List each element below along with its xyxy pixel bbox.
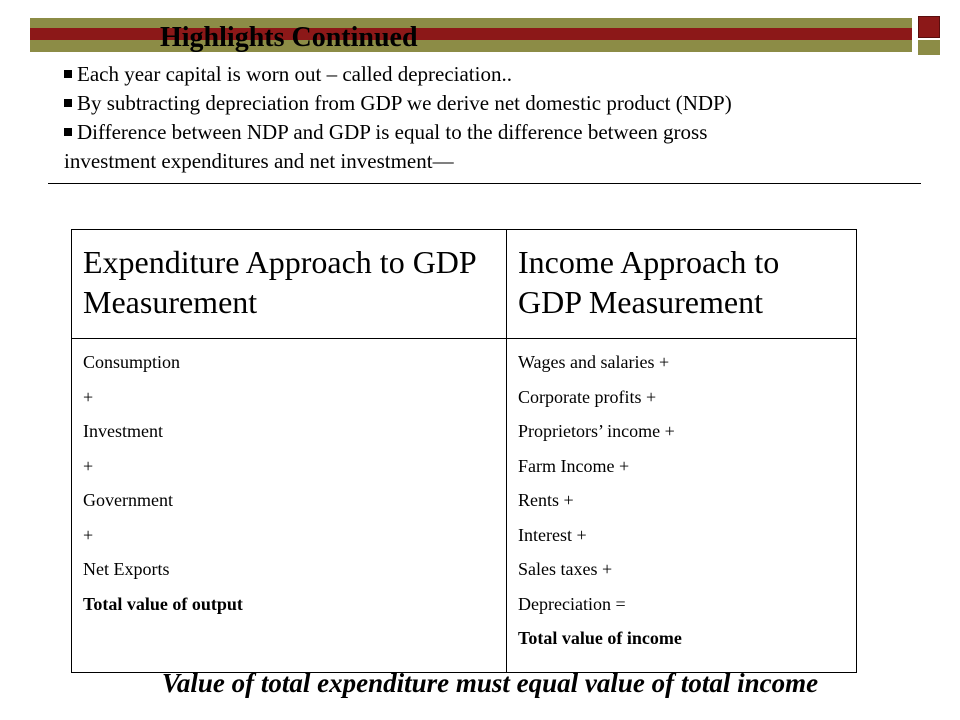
slide-title: Highlights Continued — [160, 22, 418, 53]
square-bullet-icon — [64, 70, 72, 78]
income-item: Corporate profits + — [518, 386, 657, 407]
bullet-item — [64, 60, 784, 89]
expenditure-total: Total value of output — [83, 593, 243, 614]
expenditure-item: Net Exports — [83, 559, 170, 579]
bullet-text: By subtracting depreciation from GDP we derive net domestic product (NDP) — [77, 91, 732, 115]
bullet-item — [64, 118, 784, 176]
expenditure-item: + — [83, 386, 94, 407]
table-body-row — [72, 339, 857, 673]
table-header-row — [72, 230, 857, 339]
expenditure-cell — [72, 339, 507, 673]
expenditure-item: Government — [83, 490, 173, 510]
divider-line — [48, 183, 921, 184]
income-item: Sales taxes + — [518, 559, 613, 579]
bullet-text: Each year capital is worn out – called depreciation.. — [77, 62, 512, 86]
square-bullet-icon — [64, 128, 72, 136]
bullet-text: Difference between NDP and GDP is equal to the difference between gross investment expenditures and net investment— — [64, 120, 708, 173]
gdp-approach-table — [71, 229, 857, 673]
square-bullet-icon — [64, 99, 72, 107]
expenditure-item: Consumption — [83, 352, 181, 372]
corner-square-olive — [918, 40, 940, 55]
expenditure-item: + — [83, 524, 94, 545]
income-cell — [507, 339, 857, 673]
income-item: Rents + — [518, 490, 574, 510]
footer-statement: Value of total expenditure must equal value of total income — [161, 668, 819, 698]
income-item: Proprietors’ income + — [518, 421, 675, 441]
income-total: Total value of income — [518, 628, 682, 648]
income-item: Farm Income + — [518, 455, 630, 476]
income-item: Interest + — [518, 524, 587, 545]
corner-square-red — [918, 16, 940, 38]
income-item: Depreciation = — [518, 593, 626, 614]
expenditure-item: + — [83, 455, 94, 476]
income-header: Income Approach to GDP Measurement — [507, 230, 857, 339]
income-item: Wages and salaries + — [518, 352, 670, 372]
bullet-item — [64, 89, 784, 118]
expenditure-header: Expenditure Approach to GDP Measurement — [72, 230, 507, 339]
bullet-list — [64, 60, 784, 176]
expenditure-item: Investment — [83, 421, 163, 441]
